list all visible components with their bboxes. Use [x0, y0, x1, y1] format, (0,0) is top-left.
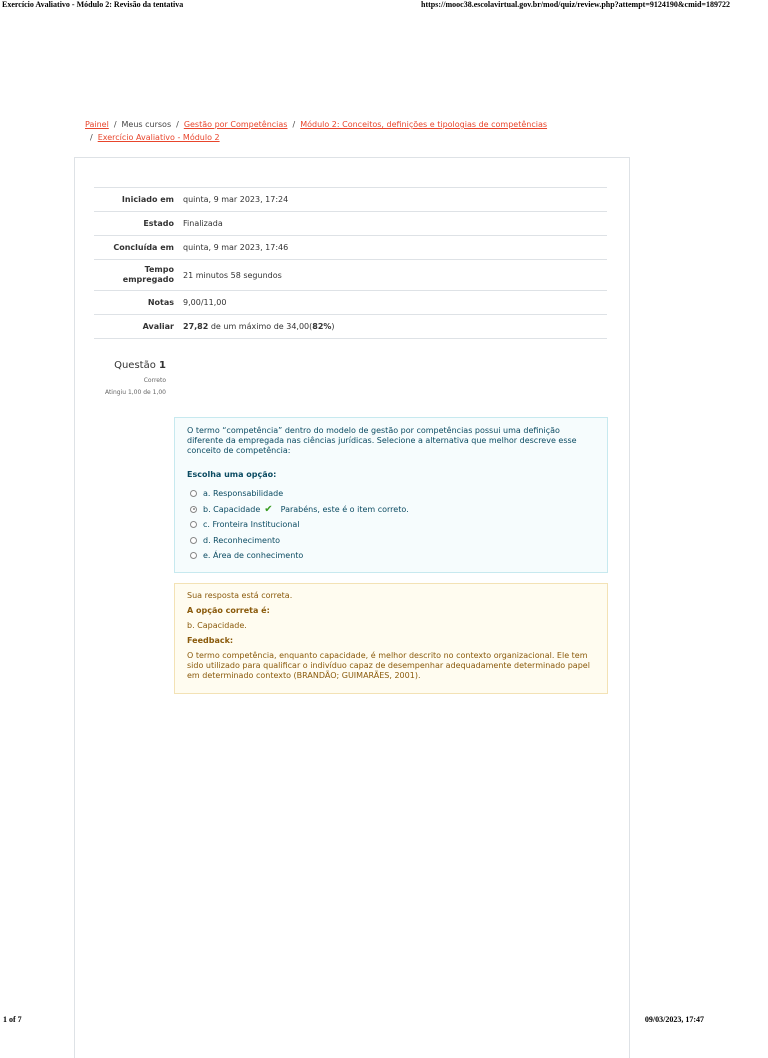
grade-score: 27,82 [183, 322, 209, 331]
attempt-summary-table [94, 187, 607, 339]
summary-label: Tempo empregado [122, 265, 174, 284]
summary-row-time-taken [94, 260, 607, 291]
question-state: Correto [143, 377, 166, 384]
correct-answer-heading: A opção correta é: [187, 606, 270, 615]
question-number-value: 1 [159, 360, 166, 371]
summary-value: quinta, 9 mar 2023, 17:46 [183, 243, 289, 252]
feedback-text: O termo competência, enquanto capacidade, é melhor descrito no contexto organizacional. Ele tem sido utilizado para qualificar o indivíduo capaz de desempenhar adequadamente determinado papel em determinado contexto (BRANDÃO; GUIMARÃES, 2001). [187, 651, 590, 680]
correct-answer: b. Capacidade. [187, 621, 247, 630]
breadcrumb-separator: / [176, 120, 179, 129]
question-formulation [174, 417, 608, 573]
question-text: O termo “competência” dentro do modelo de gestão por competências possui uma definição diferente da empregada nas ciências jurídicas. Selecione a alternativa que melhor descreve esse conceito de competência: [187, 426, 577, 455]
outcome-status: Sua resposta está correta. [187, 591, 293, 600]
grade-max: de um máximo de 34,00( [208, 322, 313, 331]
question-grade: Atingiu 1,00 de 1,00 [104, 389, 166, 396]
question-info [94, 360, 166, 396]
summary-label: Notas [147, 297, 174, 307]
answer-option-d[interactable] [190, 533, 409, 549]
feedback-heading: Feedback: [187, 636, 234, 645]
radio-button[interactable] [190, 521, 197, 528]
question-outcome [174, 583, 608, 694]
breadcrumb-painel[interactable]: Painel [85, 120, 109, 129]
breadcrumb-module[interactable]: Módulo 2: Conceitos, definições e tipologias de competências [300, 120, 548, 129]
grade-close-paren: ) [331, 322, 335, 331]
summary-label: Concluída em [113, 242, 174, 252]
summary-label: Avaliar [142, 321, 174, 331]
radio-button-checked[interactable] [190, 506, 197, 513]
print-header-url: https://mooc38.escolavirtual.gov.br/mod/quiz/review.php?attempt=9124190&cmid=189722 [421, 0, 730, 9]
summary-value: Finalizada [183, 219, 223, 228]
answer-options [190, 486, 409, 564]
summary-value: 21 minutos 58 segundos [183, 270, 282, 280]
radio-button[interactable] [190, 490, 197, 497]
breadcrumb-course[interactable]: Gestão por Competências [183, 120, 288, 129]
option-label: d. Reconhecimento [203, 535, 281, 545]
option-label: c. Fronteira Institucional [203, 520, 300, 530]
breadcrumb-meus-cursos: Meus cursos [121, 120, 172, 129]
answer-option-e[interactable] [190, 548, 409, 564]
option-label: e. Área de conhecimento [203, 551, 304, 561]
summary-label: Estado [143, 218, 174, 228]
print-footer-page: 1 of 7 [3, 1015, 22, 1024]
radio-button[interactable] [190, 552, 197, 559]
summary-row-grade [94, 315, 607, 339]
breadcrumb-separator: / [113, 120, 117, 129]
option-label: b. Capacidade [203, 504, 261, 514]
print-header-title: Exercício Avaliativo - Módulo 2: Revisão da tentativa [2, 0, 184, 9]
grade-percent: 82% [312, 322, 332, 331]
option-feedback: Parabéns, este é o item correto. [280, 504, 409, 514]
print-footer-datetime: 09/03/2023, 17:47 [644, 1015, 704, 1024]
answer-option-a[interactable] [190, 486, 409, 502]
question-label: Questão [114, 360, 156, 371]
breadcrumb-quiz[interactable]: Exercício Avaliativo - Módulo 2 [97, 133, 220, 142]
answer-prompt: Escolha uma opção: [187, 470, 277, 479]
question-number [94, 360, 166, 371]
breadcrumb-separator: / [292, 120, 296, 129]
summary-label: Iniciado em [121, 194, 174, 204]
checkmark-icon: ✔ [264, 503, 273, 515]
summary-value [183, 322, 335, 331]
summary-row-state [94, 212, 607, 236]
answer-option-c[interactable] [190, 517, 409, 533]
summary-row-started [94, 188, 607, 212]
summary-value: quinta, 9 mar 2023, 17:24 [183, 195, 289, 204]
radio-button[interactable] [190, 537, 197, 544]
summary-row-marks [94, 291, 607, 315]
answer-option-b[interactable] [190, 502, 409, 518]
option-label: a. Responsabilidade [203, 489, 284, 499]
breadcrumb [85, 118, 645, 144]
breadcrumb-separator: / [90, 133, 93, 142]
summary-row-completed [94, 236, 607, 260]
summary-value: 9,00/11,00 [183, 298, 227, 307]
